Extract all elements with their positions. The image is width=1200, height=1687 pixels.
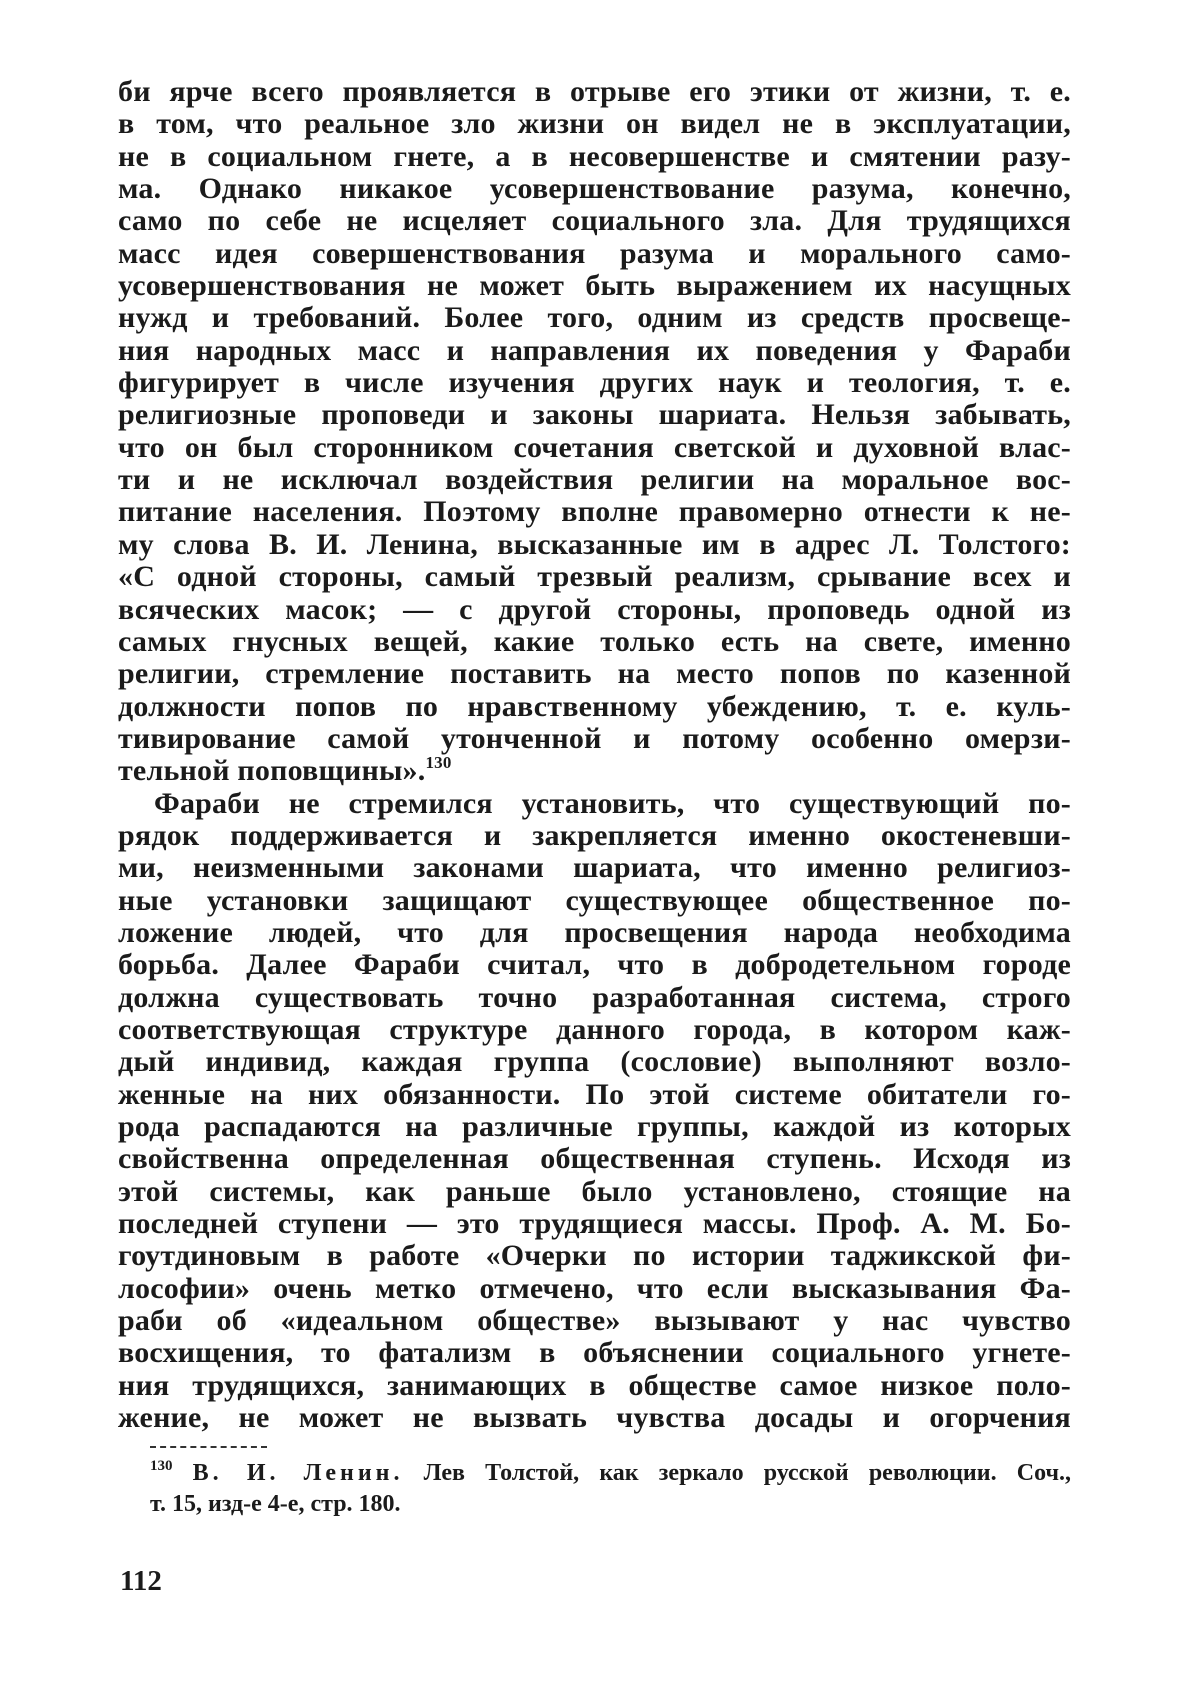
text-line: этой системы, как раньше было установлено, стоящие на [118,1174,1071,1208]
text-line: борьба. Далее Фараби считал, что в добродетельном городе [118,948,1071,982]
paragraph-2 [118,788,1071,1435]
text-line: «С одной стороны, самый трезвый реализм, срывание всех и [118,560,1071,594]
page-number: 112 [120,1565,162,1597]
text-line: Фараби не стремился установить, что существующий по- [154,786,1071,820]
text-line: последней ступени — это трудящиеся массы. Проф. А. М. Бо- [118,1207,1071,1241]
text-line: не в социальном гнете, а в несовершенстве и смятении разу- [118,139,1071,173]
text-line: ложение людей, что для просвещения народа необходима [118,915,1071,949]
text-line: ми, неизменными законами шариата, что именно религиоз- [118,851,1071,885]
text-line: ния трудящихся, занимающих в обществе самое низкое поло- [118,1368,1071,1402]
paragraph-1 [118,76,1071,788]
text-line: масс идея совершенствования разума и морального само- [118,236,1071,270]
text-line: гоутдиновым в работе «Очерки по истории таджикской фи- [118,1239,1071,1273]
text-line: жение, не может не вызвать чувства досады и огорчения [118,1401,1071,1435]
text-line: религиозные проповеди и законы шариата. Нельзя забывать, [118,398,1071,432]
text-line: восхищения, то фатализм в объяснении социального угнете- [118,1336,1071,1370]
footnote-line-1 [150,1458,1071,1489]
text-line: усовершенствования не может быть выражением их насущных [118,269,1071,303]
text-line: фигурирует в числе изучения других наук и теология, т. е. [118,366,1071,400]
text-line: му слова В. И. Ленина, высказанные им в адрес Л. Толстого: [118,527,1071,561]
text-line: ния народных масс и направления их поведения у Фараби [118,333,1071,367]
footnote-line-2: т. 15, изд-е 4-е, стр. 180. [150,1491,401,1517]
footnote-author: В. И. Ленин. [192,1460,404,1486]
text-line: всяческих масок; — с другой стороны, проповедь одной из [118,592,1071,626]
footnote-reference: 130 [425,753,452,773]
text-line: само по себе не исцеляет социального зла. Для трудящихся [118,204,1071,238]
footnote-separator [150,1446,267,1448]
text-line-last [118,755,1071,787]
text-line: ные установки защищают существующее общественное по- [118,883,1071,917]
text-line: нужд и требований. Более того, одним из средств просвеще- [118,301,1071,335]
text-line: должности попов по нравственному убеждению, т. е. куль- [118,689,1071,723]
text-line: ти и не исключал воздействия религии на моральное вос- [118,463,1071,497]
text-line: ма. Однако никакое усовершенствование разума, конечно, [118,172,1071,206]
page-body [118,76,1071,1434]
text-line: религии, стремление поставить на место попов по казенной [118,657,1071,691]
text-line: рядок поддерживается и закрепляется именно окостеневши- [118,818,1071,852]
footnote-number: 130 [150,1458,173,1474]
text-line: женные на них обязанности. По этой системе обитатели го- [118,1077,1071,1111]
text-line: рода распадаются на различные группы, каждой из которых [118,1110,1071,1143]
text-line: би ярче всего проявляется в отрыве его этики от жизни, т. е. [118,75,1071,108]
text-line-last-text: тельной поповщины». [118,754,426,788]
text-line: питание населения. Поэтому вполне правомерно отнести к не- [118,495,1071,529]
text-line: что он был сторонником сочетания светской и духовной влас- [118,430,1071,464]
text-line: должна существовать точно разработанная система, строго [118,980,1071,1014]
text-line: соответствующая структуре данного города, в котором каж- [118,1012,1071,1046]
text-line: свойственна определенная общественная ступень. Исходя из [118,1142,1071,1176]
text-line: самых гнусных вещей, какие только есть на свете, именно [118,624,1071,658]
footnote [150,1458,1071,1520]
text-line: раби об «идеальном обществе» вызывают у нас чувство [118,1304,1071,1338]
text-line: в том, что реальное зло жизни он видел не в эксплуатации, [118,107,1071,141]
footnote-text: Лев Толстой, как зеркало русской революции. Соч., [423,1460,1071,1486]
text-line: лософии» очень метко отмечено, что если высказывания Фа- [118,1271,1071,1305]
text-line: дый индивид, каждая группа (сословие) выполняют возло- [118,1045,1071,1079]
text-line: тивирование самой утонченной и потому особенно омерзи- [118,721,1071,755]
